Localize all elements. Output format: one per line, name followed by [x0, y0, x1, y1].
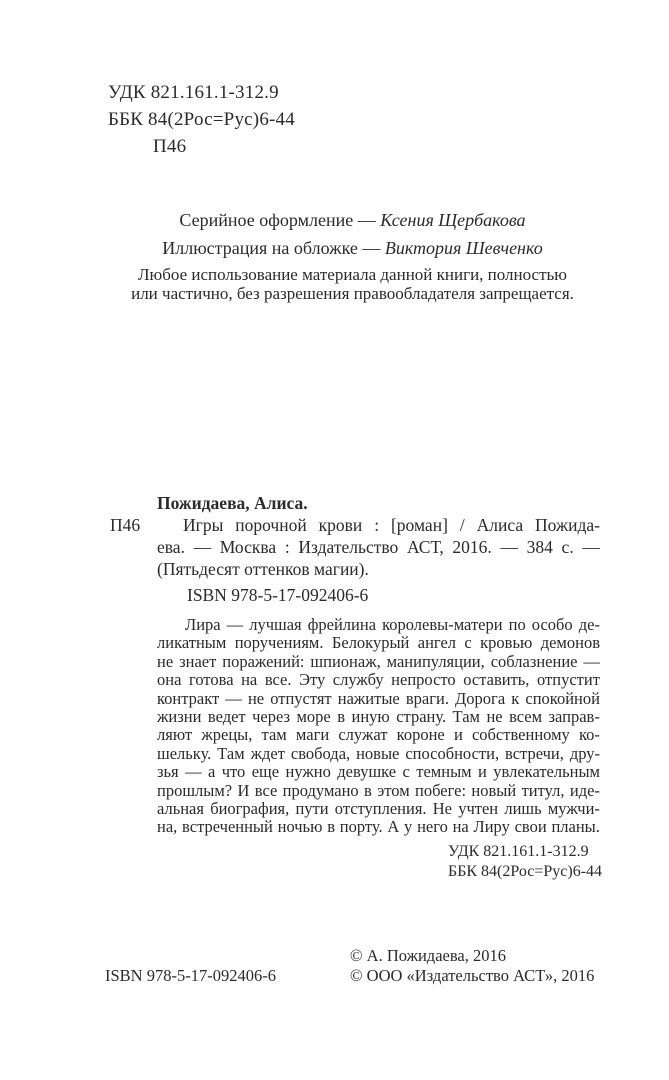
udc-code: УДК 821.161.1-312.9 [108, 82, 279, 103]
text-line: не знает поражений: шпионаж, манипуляции, соблазнение — [157, 651, 600, 671]
text-line: шельку. Там ждет свобода, новые способности, встречи, дру- [157, 743, 600, 763]
text-line: она готова на все. Эту службу непросто оставить, отпустит [157, 670, 600, 690]
cover-illustration-label: Иллюстрация на обложке — [162, 238, 381, 258]
text-line: зья — а что еще нужно девушке с темным и увлекательным [157, 762, 600, 782]
catalog-isbn: ISBN 978-5-17-092406-6 [187, 585, 369, 605]
series-design-label: Серийное оформление — [179, 210, 376, 230]
rights-notice [105, 265, 600, 303]
series-design-credit [105, 206, 600, 234]
text-line: ликатным поручениям. Белокурый ангел с кровью демонов [157, 633, 600, 653]
text-line: ляют жрецы, там маги служат короне и собственному ко- [157, 725, 600, 745]
series-designer-name: Ксения Щербакова [380, 210, 526, 230]
top-cataloguing-codes [108, 79, 295, 160]
catalog-author-heading: Пожидаева, Алиса. [157, 493, 308, 513]
footer-isbn: ISBN 978-5-17-092406-6 [105, 966, 276, 985]
cover-illustrator-name: Виктория Шевченко [384, 238, 543, 258]
bbk-code: ББК 84(2Рос=Рус)6-44 [108, 109, 295, 130]
rights-notice-line: Любое использование материала данной книги, полностью [138, 265, 567, 284]
bbk-code-bottom: ББК 84(2Рос=Рус)6-44 [448, 863, 603, 880]
text-line: Игры порочной крови : [роман] / Алиса Пожида- [183, 515, 600, 535]
text-line: контракт — не отпустят нажитые враги. Дорога к спокойной [157, 688, 600, 708]
bottom-cataloguing-codes [448, 842, 602, 882]
catalog-author-sign: П46 [110, 515, 141, 535]
udc-code-bottom: УДК 821.161.1-312.9 [448, 843, 589, 860]
copyright-line: © А. Пожидаева, 2016 [350, 946, 507, 965]
text-line: на, встреченный ночью в порту. А у него на Лиру свои планы. [157, 817, 600, 837]
copyright-block [350, 946, 594, 986]
text-line: ева. — Москва : Издательство АСТ, 2016. — 384 с. — [157, 537, 600, 557]
rights-notice-line: или частично, без разрешения правообладателя запрещается. [131, 284, 574, 303]
copyright-line: © ООО «Издательство АСТ», 2016 [350, 966, 595, 985]
cover-illustration-credit [105, 234, 600, 262]
catalog-entry-text [157, 514, 600, 558]
author-sign: П46 [153, 136, 187, 157]
text-line: жизни ведет через море в иную страну. Там не всем заправ- [157, 707, 600, 727]
text-line: прошлым? И все продумано в этом побеге: новый титул, иде- [157, 780, 600, 800]
text-line: альная биография, пути отступления. Не учтен лишь мужчи- [157, 799, 600, 819]
annotation-paragraph [157, 616, 600, 837]
text-line: Лира — лучшая фрейлина королевы-матери по особо де- [185, 615, 600, 634]
catalog-series-line: (Пятьдесят оттенков магии). [157, 559, 369, 579]
